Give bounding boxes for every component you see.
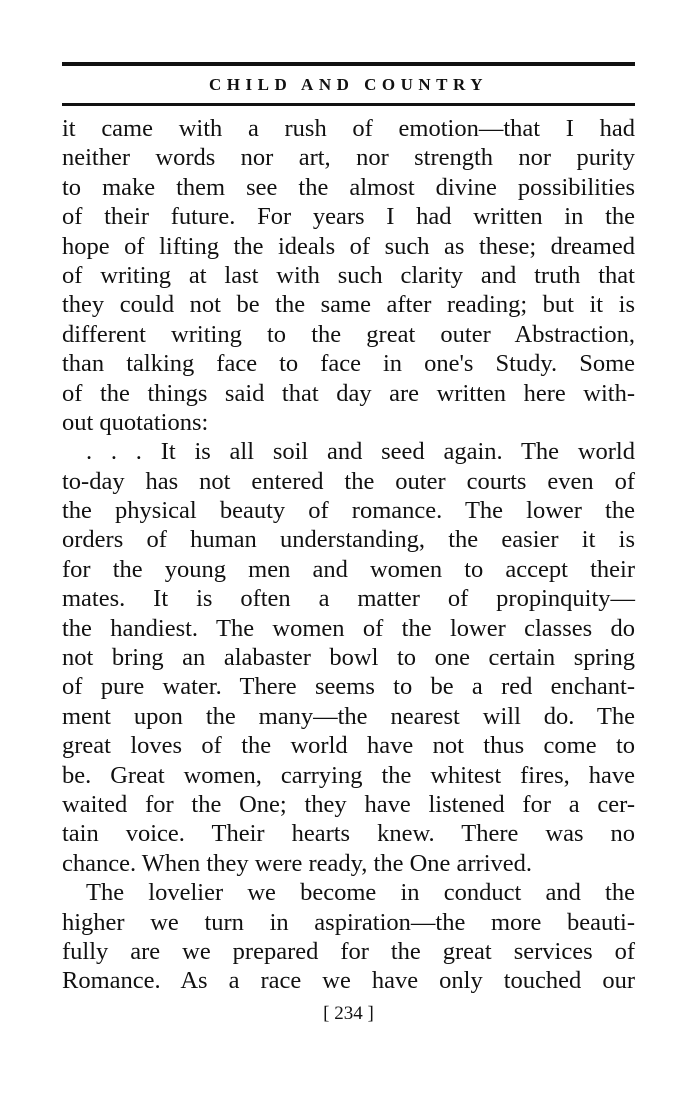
running-head: CHILD AND COUNTRY	[209, 75, 488, 94]
text-line: than talking face to face in one's Study. Some	[62, 350, 635, 378]
text-line: waited for the One; they have listened for a cer-	[62, 790, 635, 818]
text-line: of their future. For years I had written in the	[62, 203, 635, 231]
text-line: . . . It is all soil and seed again. The world	[86, 438, 635, 466]
body-text	[62, 114, 635, 996]
text-line: they could not be the same after reading; but it is	[62, 291, 635, 319]
text-line: to-day has not entered the outer courts even of	[62, 467, 635, 495]
text-line: the handiest. The women of the lower classes do	[62, 614, 635, 642]
text-line: higher we turn in aspiration—the more beauti-	[62, 908, 635, 936]
text-line: chance. When they were ready, the One arrived.	[62, 849, 533, 877]
text-line: for the young men and women to accept their	[62, 555, 635, 583]
text-line: different writing to the great outer Abstraction,	[62, 320, 635, 348]
text-line: not bring an alabaster bowl to one certain spring	[62, 644, 635, 672]
text-line: neither words nor art, nor strength nor purity	[62, 144, 635, 172]
text-line: out quotations:	[62, 408, 209, 436]
text-line: to make them see the almost divine possibilities	[62, 173, 635, 201]
text-line: it came with a rush of emotion—that I had	[62, 115, 635, 142]
text-line: orders of human understanding, the easier it is	[62, 526, 635, 554]
text-line: of pure water. There seems to be a red enchant-	[62, 673, 635, 701]
page-number: [ 234 ]	[323, 1003, 374, 1024]
text-line: The lovelier we become in conduct and the	[86, 879, 635, 907]
text-line: mates. It is often a matter of propinquity—	[62, 585, 635, 613]
text-line: of the things said that day are written here with-	[62, 379, 635, 407]
text-line: be. Great women, carrying the whitest fires, have	[62, 761, 635, 789]
text-line: the physical beauty of romance. The lower the	[62, 497, 635, 525]
text-line: of writing at last with such clarity and truth that	[62, 261, 635, 289]
text-line: Romance. As a race we have only touched our	[62, 967, 635, 995]
text-line: tain voice. Their hearts knew. There was no	[62, 820, 635, 848]
text-line: fully are we prepared for the great services of	[62, 937, 635, 965]
header-rule-bottom	[62, 103, 635, 106]
header-rule-top	[62, 62, 635, 66]
text-line: ment upon the many—the nearest will do. The	[62, 702, 635, 730]
text-line: hope of lifting the ideals of such as these; dreamed	[62, 232, 635, 260]
text-line: great loves of the world have not thus come to	[62, 732, 635, 760]
